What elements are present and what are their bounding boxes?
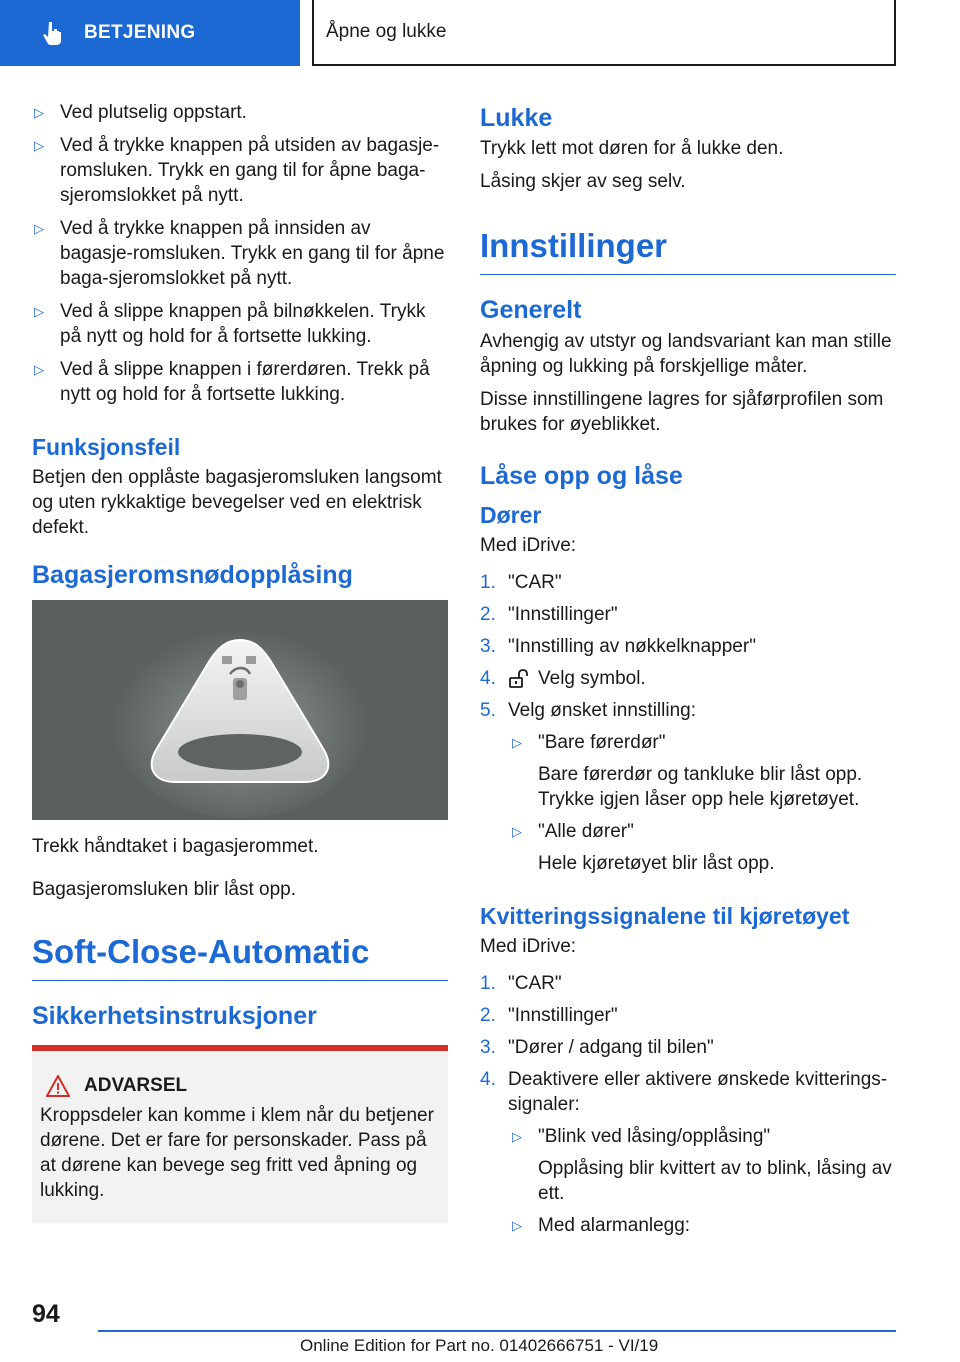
innstillinger-heading: Innstillinger [480, 226, 896, 275]
triangle-bullet-icon: ▷ [512, 1129, 522, 1144]
generelt-text-1: Avhengig av utstyr og landsvariant kan man stille åpning og lukking på forskjellige måter. [480, 331, 892, 377]
generelt-text-2: Disse innstillingene lagres for sjåførprofilen som brukes for øyeblikket. [480, 389, 884, 435]
left-column [32, 100, 448, 1223]
page-number: 94 [32, 1300, 60, 1328]
funksjonsfeil-text: Betjen den opplåste bagasjeromsluken langsomt og uten rykkaktige bevegelser ved en elektrisk defekt. [32, 467, 442, 538]
warning-box [32, 1045, 448, 1223]
nodopplasing-heading: Bagasjeromsnødopplåsing [32, 561, 353, 589]
triangle-bullet-icon: ▷ [34, 304, 44, 319]
list-item: 2. "Innstillinger" [480, 1005, 618, 1026]
list-item: 4. Velg symbol. [480, 668, 646, 689]
list-item: ▷ "Bare førerdør" Bare førerdør og tankluke blir låst opp. Trykke igjen låser opp hele kjøretøyet. [508, 730, 896, 812]
list-item: ▷ Ved å slippe knappen på bilnøkkelen. Trykk på nytt og hold for å fortsette lukking. [34, 301, 426, 347]
section-tab [0, 0, 300, 66]
list-item: 3. "Dører / adgang til bilen" [480, 1037, 714, 1058]
funksjonsfeil-heading: Funksjonsfeil [32, 434, 181, 460]
list-item: ▷ "Alle dører" Hele kjøretøyet blir låst opp. [508, 819, 896, 876]
hand-pointer-icon [40, 20, 66, 46]
list-item: 3. "Innstilling av nøkkelknapper" [480, 636, 756, 657]
lase-heading: Låse opp og låse [480, 462, 683, 490]
warning-header [40, 1075, 440, 1097]
list-item: ▷ Ved å trykke knappen på innsiden av bagasje-romsluken. Trykk en gang til for åpne baga-sjeromslokket på nytt. [34, 218, 445, 289]
softclose-heading: Soft-Close-Automatic [32, 932, 448, 981]
lukke-text-2: Låsing skjer av seg selv. [480, 171, 686, 192]
footer-edition: Online Edition for Part no. 01402666751 - VI/19 [300, 1336, 659, 1355]
list-item: 5. Velg ønsket innstilling: [480, 700, 696, 721]
warning-label: ADVARSEL [84, 1075, 188, 1096]
lukke-heading: Lukke [480, 104, 553, 132]
dorer-intro: Med iDrive: [480, 535, 577, 556]
triangle-bullet-icon: ▷ [34, 105, 44, 120]
list-item: ▷ Ved å trykke knappen på utsiden av bagasje-romsluken. Trykk en gang til for åpne baga-sjeromslokket på nytt. [34, 135, 440, 206]
warning-triangle-icon [46, 1075, 70, 1097]
triangle-bullet-icon: ▷ [34, 138, 44, 153]
list-item: ▷ Med alarmanlegg: [508, 1213, 896, 1238]
unlock-icon [508, 669, 530, 689]
triangle-bullet-icon: ▷ [512, 824, 522, 839]
photo-caption-2: Bagasjeromsluken blir låst opp. [32, 879, 297, 900]
list-item: 1. "CAR" [480, 572, 562, 593]
release-handle-illustration [32, 600, 448, 820]
list-item: ▷ Ved plutselig oppstart. [34, 102, 247, 123]
list-item: 1. "CAR" [480, 973, 562, 994]
section-label: BETJENING [84, 22, 196, 43]
list-item: ▷ Ved å slippe knappen i førerdøren. Trekk på nytt og hold for å fortsette lukking. [34, 359, 430, 405]
list-item: 4. Deaktivere eller aktivere ønskede kvitterings-signaler: [480, 1069, 888, 1115]
triangle-bullet-icon: ▷ [34, 221, 44, 236]
list-item: 2. "Innstillinger" [480, 604, 618, 625]
emergency-release-handle-image [32, 600, 448, 820]
footer-divider [98, 1330, 896, 1332]
kvitt-heading: Kvitteringssignalene til kjøretøyet [480, 903, 850, 929]
kvitt-intro: Med iDrive: [480, 936, 577, 957]
right-column [480, 100, 896, 1245]
warning-text: Kroppsdeler kan komme i klem når du betjener dørene. Det er fare for personskader. Pass på at dørene kan bevege seg fritt ved åpning og lukking. [40, 1105, 434, 1201]
list-item: ▷ "Blink ved låsing/opplåsing" Opplåsing blir kvittert av to blink, låsing av ett. [508, 1124, 896, 1206]
triangle-bullet-icon: ▷ [34, 362, 44, 377]
chapter-title: Åpne og lukke [326, 21, 447, 42]
triangle-bullet-icon: ▷ [512, 1218, 522, 1233]
dorer-heading: Dører [480, 502, 542, 528]
chapter-box [312, 0, 896, 66]
triangle-bullet-icon: ▷ [512, 735, 522, 750]
photo-caption-1: Trekk håndtaket i bagasjerommet. [32, 836, 319, 857]
generelt-heading: Generelt [480, 296, 582, 324]
sikkerhet-heading: Sikkerhetsinstruksjoner [32, 1002, 317, 1030]
lukke-text-1: Trykk lett mot døren for å lukke den. [480, 138, 784, 159]
